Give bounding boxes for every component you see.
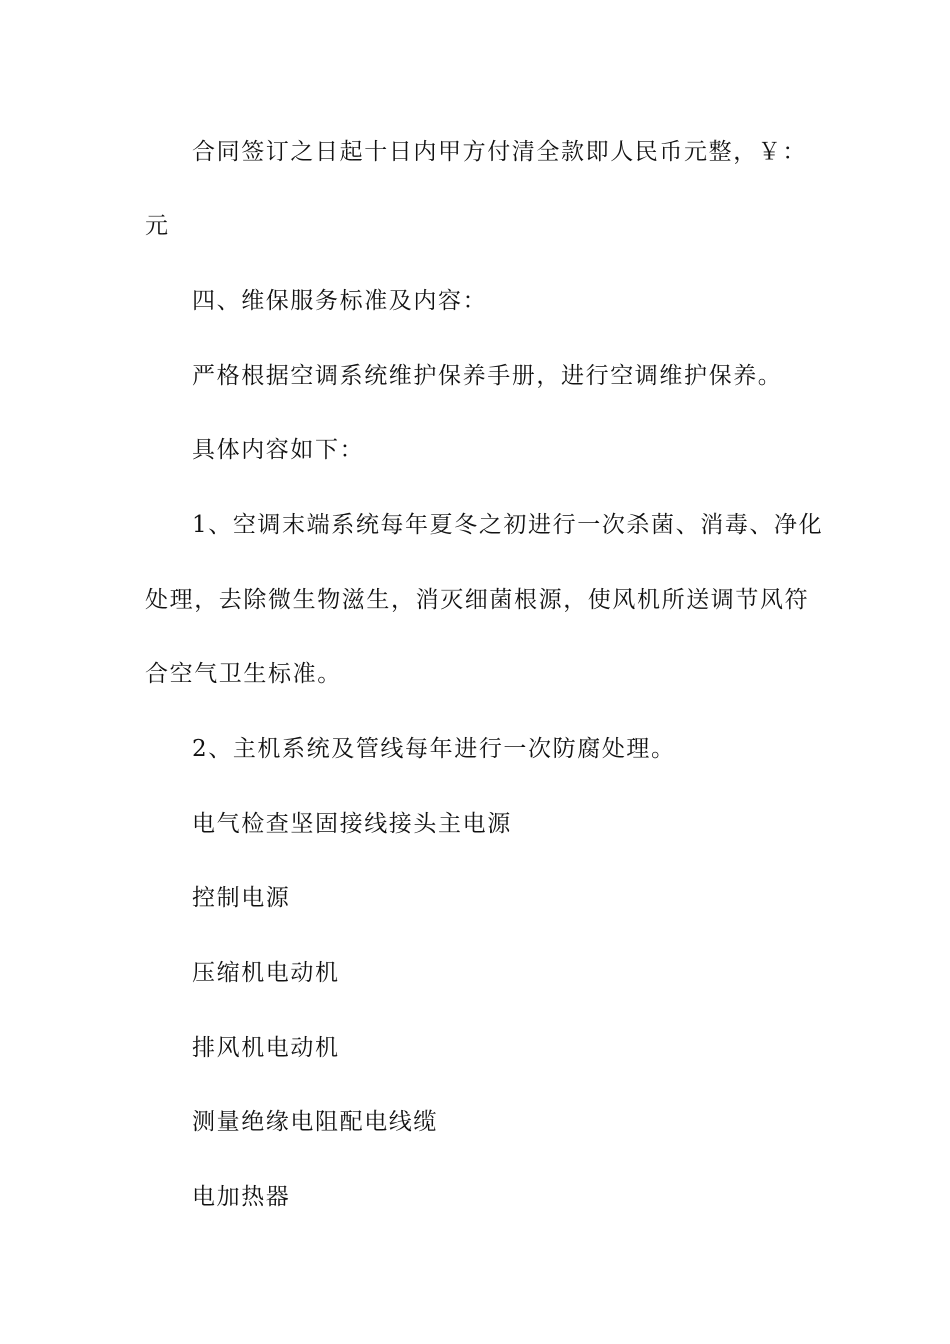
check-item-compressor-motor: 压缩机电动机 [192,960,340,986]
list-item-2: 2、主机系统及管线每年进行一次防腐处理。 [192,736,676,762]
list-item-1-line-2: 处理，去除微生物滋生，消灭细菌根源，使风机所送调节风符 [145,587,810,613]
check-item-exhaust-fan-motor: 排风机电动机 [192,1035,340,1061]
list-item-1-line-1: 1、空调末端系统每年夏冬之初进行一次杀菌、消毒、净化 [192,512,824,538]
section-heading-maintenance-standards: 四、维保服务标准及内容： [192,288,488,314]
check-item-main-power: 电气检查坚固接线接头主电源 [192,811,512,837]
paragraph-payment-terms: 合同签订之日起十日内甲方付清全款即人民币元整，￥： [192,139,807,165]
paragraph-details-intro: 具体内容如下： [192,437,365,463]
check-item-insulation-resistance: 测量绝缘电阻配电线缆 [192,1109,438,1135]
check-item-control-power: 控制电源 [192,885,291,911]
paragraph-maintenance-manual: 严格根据空调系统维护保养手册，进行空调维护保养。 [192,363,783,389]
paragraph-payment-terms-continued: 元 [145,213,170,239]
check-item-electric-heater: 电加热器 [192,1184,291,1210]
list-item-1-line-3: 合空气卫生标准。 [145,661,342,687]
